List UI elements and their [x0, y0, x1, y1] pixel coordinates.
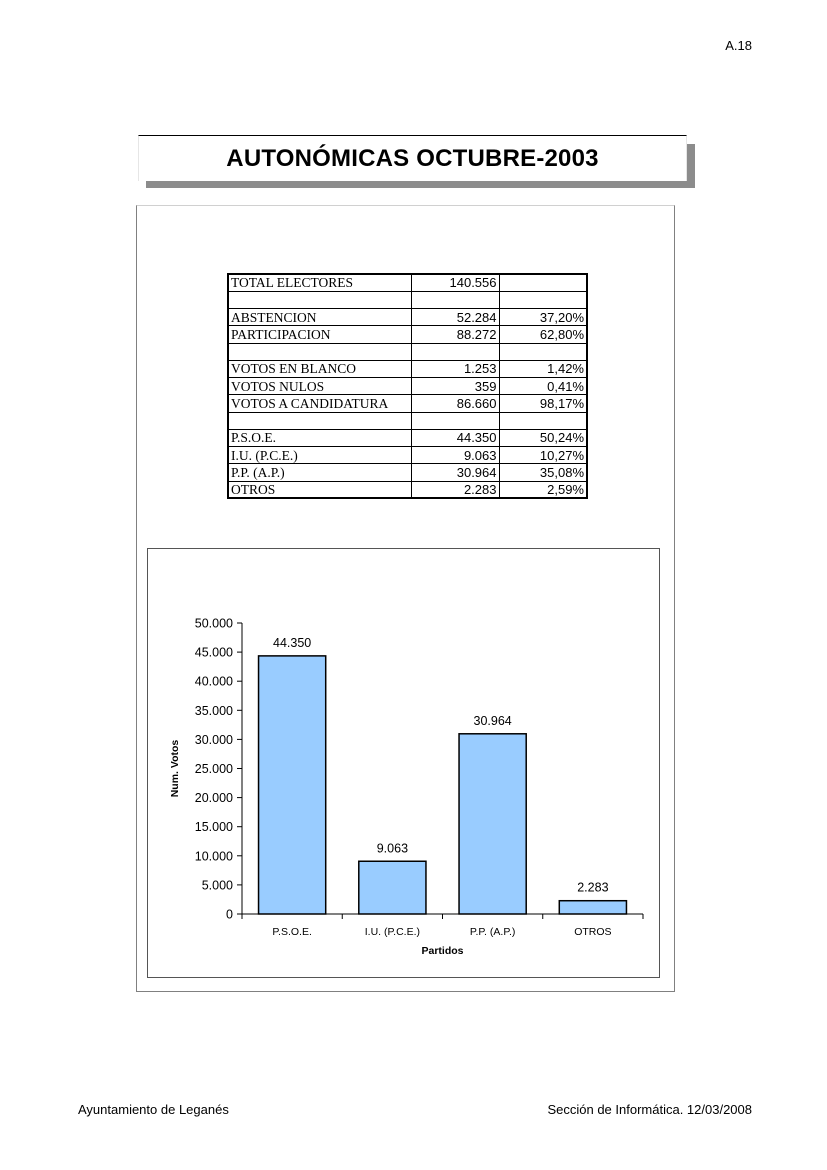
row-value: 86.660: [411, 395, 499, 412]
row-value: 30.964: [411, 464, 499, 481]
row-value: 9.063: [411, 447, 499, 464]
row-percent: 1,42%: [499, 360, 587, 377]
row-percent: 62,80%: [499, 326, 587, 343]
chart-box: [147, 548, 660, 978]
y-tick-label: 20.000: [194, 791, 233, 806]
row-value: 88.272: [411, 326, 499, 343]
y-tick-label: 50.000: [194, 616, 233, 631]
table-row: [228, 326, 587, 343]
row-label: VOTOS A CANDIDATURA: [228, 395, 411, 412]
table-row: [228, 429, 587, 446]
x-tick-label: P.P. (A.P.): [469, 926, 516, 938]
row-label: [228, 412, 411, 429]
table-row: [228, 481, 587, 498]
row-label: [228, 343, 411, 360]
title-box: [138, 135, 687, 181]
x-tick-label: I.U. (P.C.E.): [364, 926, 420, 938]
y-tick-label: 15.000: [194, 820, 233, 835]
table-row: [228, 291, 587, 308]
row-percent: 35,08%: [499, 464, 587, 481]
footer-left: Ayuntamiento de Leganés: [78, 1102, 229, 1117]
page-title: AUTONÓMICAS OCTUBRE-2003: [226, 144, 599, 172]
footer-right: Sección de Informática. 12/03/2008: [547, 1102, 752, 1117]
row-value: 359: [411, 378, 499, 395]
row-label: ABSTENCION: [228, 309, 411, 326]
results-table: [227, 273, 588, 499]
y-tick-label: 10.000: [194, 849, 233, 864]
y-axis-title: Num. Votos: [169, 739, 181, 798]
row-percent: 50,24%: [499, 429, 587, 446]
row-label: I.U. (P.C.E.): [228, 447, 411, 464]
row-percent: [499, 274, 587, 291]
row-label: OTROS: [228, 481, 411, 498]
data-label: 30.964: [473, 713, 512, 728]
bar-2: [359, 861, 426, 914]
row-value: [411, 291, 499, 308]
y-tick-label: 40.000: [194, 674, 233, 689]
table-row: [228, 274, 587, 291]
bar-4: [559, 901, 626, 914]
row-percent: [499, 412, 587, 429]
row-label: VOTOS NULOS: [228, 378, 411, 395]
page-code: A.18: [725, 38, 752, 53]
y-tick-label: 35.000: [194, 703, 233, 718]
row-percent: 37,20%: [499, 309, 587, 326]
row-label: [228, 291, 411, 308]
bar-chart: [148, 549, 661, 979]
y-tick-label: 45.000: [194, 645, 233, 660]
x-tick-label: OTROS: [574, 926, 612, 938]
table-row: [228, 309, 587, 326]
table-row: [228, 464, 587, 481]
data-label: 2.283: [577, 880, 609, 895]
table-row: [228, 395, 587, 412]
row-label: PARTICIPACION: [228, 326, 411, 343]
table-row: [228, 343, 587, 360]
y-tick-label: 25.000: [194, 762, 233, 776]
table-row: [228, 360, 587, 377]
row-value: 52.284: [411, 309, 499, 326]
row-percent: 2,59%: [499, 481, 587, 498]
row-label: VOTOS EN BLANCO: [228, 360, 411, 377]
row-percent: 98,17%: [499, 395, 587, 412]
y-tick-label: 30.000: [194, 732, 233, 747]
row-value: 2.283: [411, 481, 499, 498]
row-label: P.P. (A.P.): [228, 464, 411, 481]
row-label: TOTAL ELECTORES: [228, 274, 411, 291]
row-percent: [499, 291, 587, 308]
data-label: 44.350: [273, 635, 312, 650]
row-percent: 10,27%: [499, 447, 587, 464]
table-row: [228, 412, 587, 429]
row-value: 1.253: [411, 360, 499, 377]
row-value: 44.350: [411, 429, 499, 446]
row-percent: 0,41%: [499, 378, 587, 395]
row-value: [411, 343, 499, 360]
table-row: [228, 378, 587, 395]
table-row: [228, 447, 587, 464]
y-tick-label: 5.000: [201, 878, 233, 893]
row-value: 140.556: [411, 274, 499, 291]
row-percent: [499, 343, 587, 360]
x-axis-title: Partidos: [421, 945, 464, 957]
row-label: P.S.O.E.: [228, 429, 411, 446]
bar-3: [459, 734, 526, 914]
x-tick-label: P.S.O.E.: [272, 926, 312, 938]
row-value: [411, 412, 499, 429]
y-tick-label: 0: [226, 907, 233, 922]
data-label: 9.063: [376, 841, 409, 856]
bar-1: [259, 656, 326, 914]
